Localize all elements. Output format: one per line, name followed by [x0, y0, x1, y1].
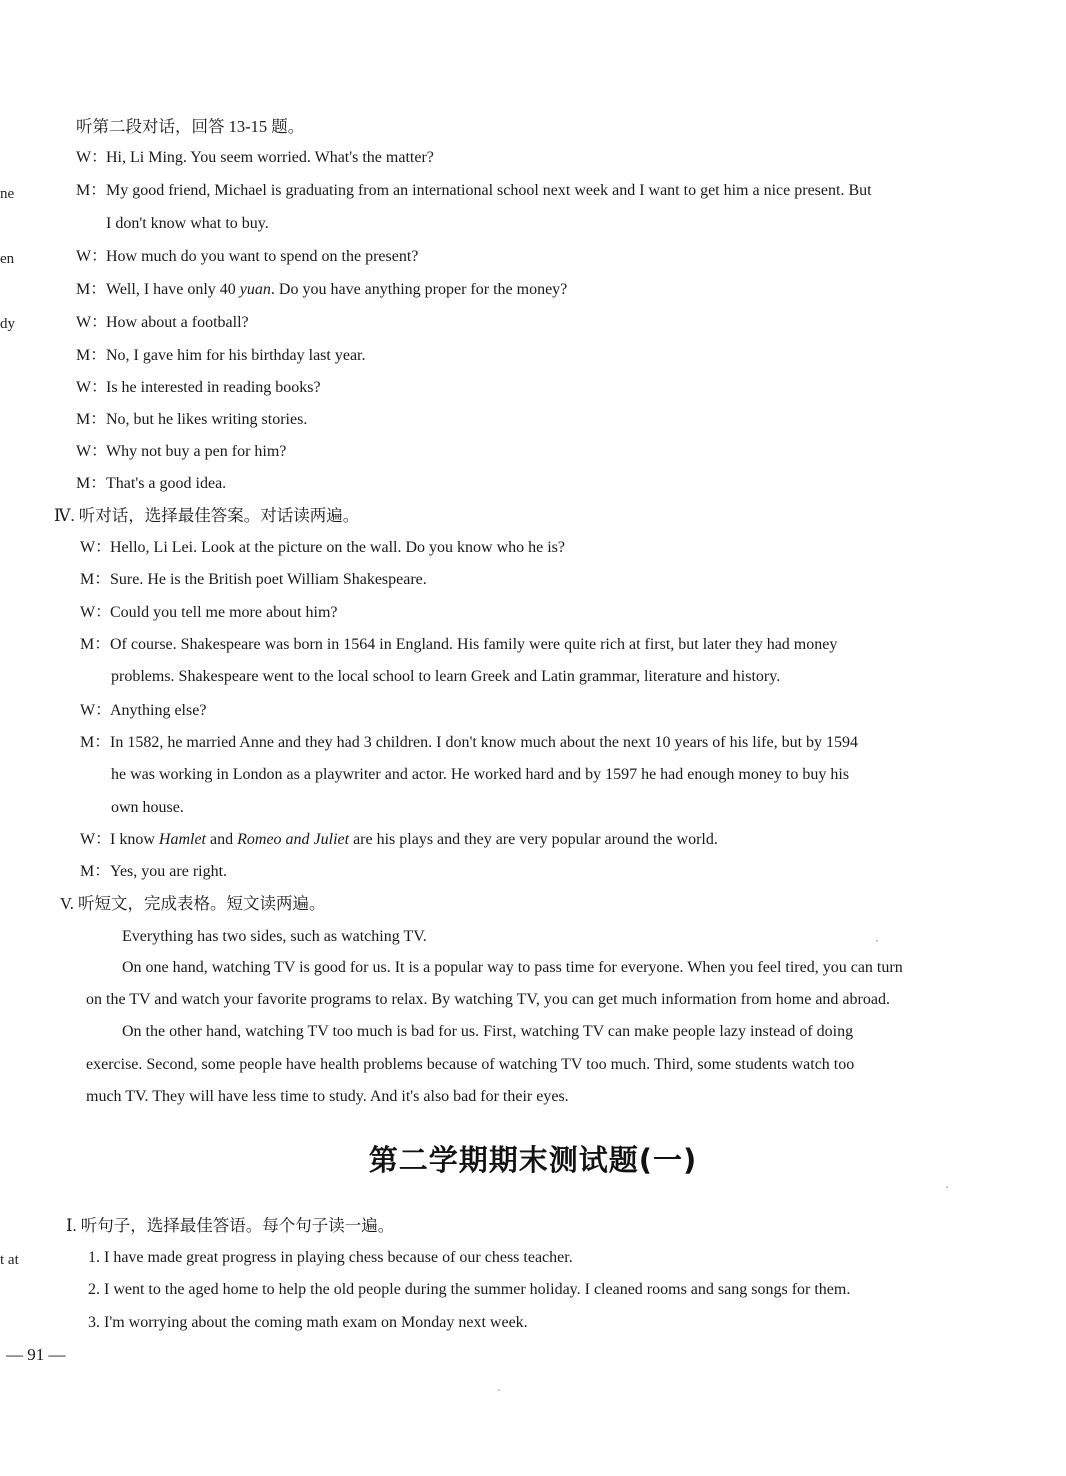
speaker-label: M：: [80, 636, 111, 653]
dialogue-line: [76, 473, 226, 495]
speaker-label: W：: [80, 702, 112, 719]
dialogue-line: [111, 666, 780, 688]
dialogue-line: [76, 441, 286, 463]
dialogue-line: [80, 634, 837, 656]
dialogue-line: [80, 732, 858, 754]
dialogue-line: [80, 861, 227, 883]
dialogue-line: [111, 764, 849, 786]
speaker-label: W：: [80, 604, 112, 621]
dialogue-text: Could you tell me more about him?: [110, 604, 338, 621]
speaker-label: M：: [76, 411, 107, 428]
dialogue-line: [111, 797, 184, 819]
speaker-label: M：: [76, 281, 107, 298]
dialogue-text: No, I gave him for his birthday last year.: [106, 347, 366, 364]
play-title: Romeo and Juliet: [237, 831, 350, 848]
dialogue-line: [76, 246, 418, 268]
dialogue-line: [76, 377, 321, 399]
section-heading: V. 听短文，完成表格。短文读两遍。: [60, 894, 326, 913]
dialogue-text: That's a good idea.: [106, 475, 227, 492]
edge-fragment: t at: [0, 1252, 19, 1268]
passage-line: much TV. They will have less time to study. And it's also bad for their eyes.: [86, 1088, 569, 1105]
edge-fragment: ne: [0, 186, 15, 202]
speaker-label: M：: [76, 347, 107, 364]
speaker-label: W：: [80, 831, 112, 848]
scan-speck: [946, 1186, 948, 1188]
dialogue-text: Of course. Shakespeare was born in 1564 in England. His family were quite rich at first, but later they had money: [110, 636, 838, 653]
dialogue-text: In 1582, he married Anne and they had 3 children. I don't know much about the next 10 years of his life, but by 1594: [110, 734, 859, 751]
speaker-label: M：: [80, 863, 111, 880]
play-title: Hamlet: [158, 831, 206, 848]
dialogue-text: and: [206, 831, 238, 848]
dialogue-line: [80, 602, 338, 624]
dialogue-line: [80, 537, 565, 559]
question-item: 3. I'm worrying about the coming math exam on Monday next week.: [88, 1314, 528, 1331]
speaker-label: M：: [80, 571, 111, 588]
speaker-label: W：: [76, 314, 108, 331]
question-item: 2. I went to the aged home to help the old people during the summer holiday. I cleaned rooms and sang songs for them.: [88, 1281, 851, 1298]
dialogue-text: How about a football?: [106, 314, 249, 331]
edge-fragment: dy: [0, 316, 15, 332]
dialogue-text: . Do you have anything proper for the money?: [270, 281, 568, 298]
dialogue-line: [80, 569, 427, 591]
section-heading: 听第二段对话，回答 13-15 题。: [76, 117, 305, 136]
passage-line: On the other hand, watching TV too much is bad for us. First, watching TV can make people lazy instead of doing: [122, 1023, 854, 1040]
dialogue-text: own house.: [111, 799, 184, 816]
dialogue-line: [76, 345, 366, 367]
speaker-label: W：: [76, 248, 108, 265]
dialogue-line: [76, 279, 567, 301]
dialogue-line: [76, 147, 434, 169]
dialogue-text: Well, I have only 40: [106, 281, 240, 298]
speaker-label: W：: [76, 149, 108, 166]
scan-speck: [498, 1389, 500, 1391]
exam-title: 第二学期期末测试题(一): [368, 1143, 698, 1177]
dialogue-text: My good friend, Michael is graduating from an international school next week and I want to get him a nice present. But: [106, 182, 872, 199]
passage-line: Everything has two sides, such as watching TV.: [122, 928, 427, 945]
dialogue-text: are his plays and they are very popular around the world.: [349, 831, 718, 848]
dialogue-text: Why not buy a pen for him?: [106, 443, 287, 460]
dialogue-line: [106, 213, 269, 235]
section-heading: Ⅳ. 听对话，选择最佳答案。对话读两遍。: [54, 506, 360, 525]
dialogue-text: Hi, Li Ming. You seem worried. What's the matter?: [106, 149, 434, 166]
dialogue-line: [76, 312, 249, 334]
passage-line: on the TV and watch your favorite programs to relax. By watching TV, you can get much information from home and abroad.: [86, 991, 890, 1008]
dialogue-line: [76, 409, 307, 431]
dialogue-text: Is he interested in reading books?: [106, 379, 321, 396]
dialogue-text: Hello, Li Lei. Look at the picture on the wall. Do you know who he is?: [110, 539, 566, 556]
speaker-label: W：: [76, 443, 108, 460]
edge-fragment: en: [0, 251, 15, 267]
dialogue-line: [80, 700, 206, 722]
dialogue-text: I know: [110, 831, 159, 848]
scan-speck: [876, 940, 878, 942]
speaker-label: M：: [80, 734, 111, 751]
speaker-label: M：: [76, 182, 107, 199]
dialogue-text-italic: yuan: [239, 281, 271, 298]
dialogue-text: problems. Shakespeare went to the local school to learn Greek and Latin grammar, literature and history.: [111, 668, 781, 685]
dialogue-text: Sure. He is the British poet William Shakespeare.: [110, 571, 427, 588]
dialogue-line: [76, 180, 872, 202]
dialogue-text: I don't know what to buy.: [106, 215, 269, 232]
speaker-label: W：: [80, 539, 112, 556]
dialogue-line: [80, 829, 718, 851]
dialogue-text: How much do you want to spend on the present?: [106, 248, 419, 265]
speaker-label: M：: [76, 475, 107, 492]
passage-line: On one hand, watching TV is good for us. It is a popular way to pass time for everyone. When you feel tired, you can turn: [122, 959, 903, 976]
dialogue-text: he was working in London as a playwriter and actor. He worked hard and by 1597 he had enough money to buy his: [111, 766, 850, 783]
dialogue-text: Anything else?: [110, 702, 207, 719]
dialogue-text: No, but he likes writing stories.: [106, 411, 308, 428]
passage-line: exercise. Second, some people have health problems because of watching TV too much. Third, some students watch too: [86, 1056, 855, 1073]
question-item: 1. I have made great progress in playing chess because of our chess teacher.: [88, 1249, 573, 1266]
dialogue-text: Yes, you are right.: [110, 863, 228, 880]
speaker-label: W：: [76, 379, 108, 396]
page-number: — 91 —: [6, 1345, 66, 1364]
section-heading: Ⅰ. 听句子，选择最佳答语。每个句子读一遍。: [66, 1216, 395, 1235]
